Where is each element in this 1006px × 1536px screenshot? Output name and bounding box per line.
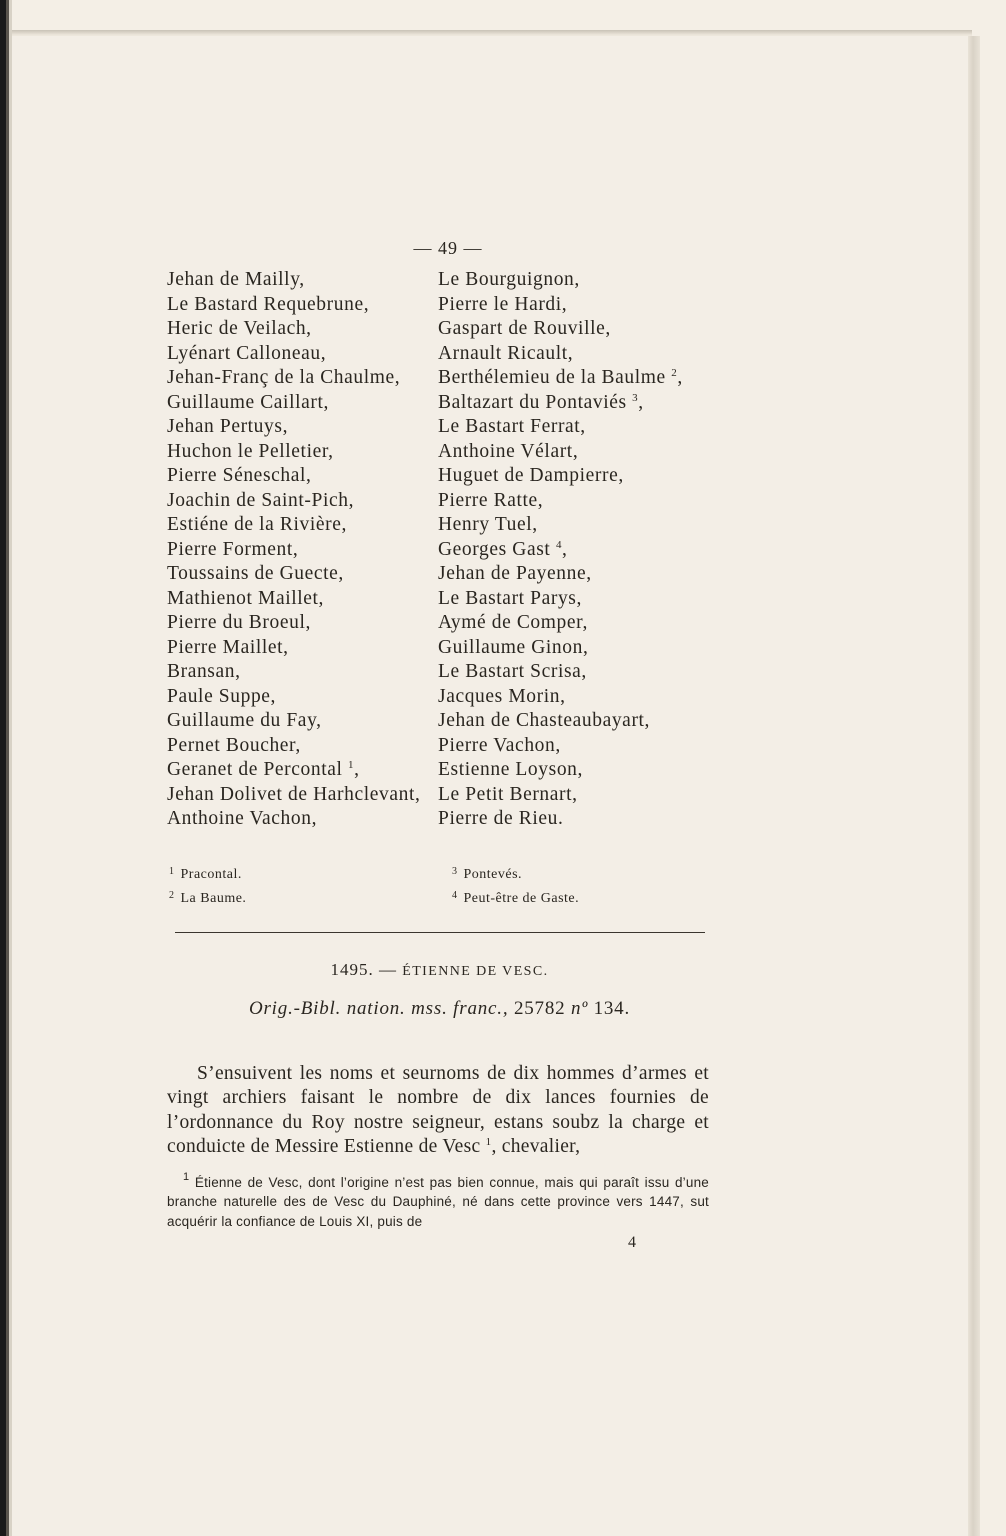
name-entry: Jehan Dolivet de Harhclevant, — [167, 783, 421, 805]
source-ref: 25782 — [513, 998, 566, 1019]
name-entry: Bransan, — [167, 661, 241, 682]
source-italic: Orig.-Bibl. nation. mss. franc., — [248, 998, 509, 1019]
name-entry: Guillaume Ginon, — [438, 636, 589, 658]
name-entry: Pierre Séneschal, — [167, 465, 312, 486]
name-entry: Le Bastart Ferrat, — [438, 416, 586, 437]
name-entry: Jehan de Payenne, — [438, 563, 592, 584]
name-entry: Huchon le Pelletier, — [167, 440, 334, 462]
note-number: 3 — [452, 866, 458, 877]
name-text: Berthélemieu de la Baulme — [438, 367, 666, 388]
name-entry: Heric de Veilach, — [167, 318, 312, 339]
note-number: 1 — [169, 866, 175, 877]
short-note — [169, 885, 246, 909]
name-entry: Le Bastard Requebrune, — [167, 293, 370, 315]
name-entry: Pierre Vachon, — [438, 734, 561, 756]
name-entry: Guillaume Caillart, — [167, 391, 329, 413]
source-number-sign: nº — [571, 998, 589, 1019]
name-entry: Paule Suppe, — [167, 685, 277, 707]
note-text: Pontevés. — [463, 867, 523, 882]
section-heading — [167, 960, 712, 980]
name-entry: Huguet de Dampierre, — [438, 465, 624, 486]
note-reference: 4 — [555, 538, 563, 551]
source-reference — [167, 998, 712, 1020]
name-entry: Pierre Ratte, — [438, 489, 544, 511]
document-page — [12, 36, 968, 1536]
name-entry: Aymé de Comper, — [438, 612, 588, 633]
name-entry: Jehan Pertuys, — [167, 416, 289, 437]
name-entry: Guillaume du Fay, — [167, 710, 322, 731]
note-text: Pracontal. — [180, 867, 242, 882]
name-entry: Joachin de Saint-Pich, — [167, 489, 355, 511]
note-reference: 1 — [485, 1136, 492, 1148]
name-entry: Berthélemieu de la Baulme $^2$, — [438, 367, 683, 388]
name-entry: Pernet Boucher, — [167, 734, 301, 756]
name-entry: Le Petit Bernart, — [438, 783, 578, 805]
signature-mark: 4 — [628, 1234, 636, 1251]
name-entry: Lyénart Calloneau, — [167, 342, 327, 364]
source-num: 134. — [593, 998, 631, 1019]
heading-dash: — — [379, 960, 398, 979]
name-entry: Jehan de Mailly, — [167, 269, 305, 290]
name-entry: Henry Tuel, — [438, 514, 538, 535]
name-entry: Mathienot Maillet, — [167, 587, 325, 609]
body-paragraph — [167, 1062, 709, 1160]
name-entry: Baltazart du Pontaviés $^3$, — [438, 391, 644, 413]
note-number: 2 — [169, 890, 175, 901]
short-notes-right — [452, 861, 579, 909]
name-entry: Gaspart de Rouville, — [438, 318, 611, 339]
name-entry: Le Bastart Parys, — [438, 587, 582, 609]
body-text: S’ensuivent les noms et seurnoms de dix hommes d’armes et vingt archiers faisant le nombre de dix lances fournies de l’ordonnance du Roy nostre seigneur, estans soubz la charge et conduicte de Messire Estienne de Vesc — [167, 1062, 709, 1157]
footnote-number: 1 — [183, 1170, 190, 1183]
name-entry: Anthoine Vachon, — [167, 808, 318, 829]
short-note — [169, 861, 246, 885]
heading-title: ÉTIENNE DE VESC. — [402, 964, 549, 979]
name-entry: Pierre le Hardi, — [438, 293, 568, 315]
body-tail: , chevalier, — [491, 1136, 581, 1157]
footnote-body: Étienne de Vesc, dont l’origine n’est pas bien connue, mais qui paraît issu d’une branche naturelle des de Vesc du Dauphiné, né dans cette province vers 1447, sut acquérir la confiance de Louis XI, puis de — [167, 1174, 709, 1229]
short-notes-left — [169, 861, 246, 909]
section-divider — [175, 932, 705, 933]
page-right-edge — [966, 36, 980, 1536]
name-entry: Geranet de Percontal $^1$, — [167, 759, 360, 780]
name-text: Geranet de Percontal — [167, 759, 343, 780]
short-note — [452, 861, 579, 885]
name-entry: Estienne Loyson, — [438, 759, 583, 780]
name-entry: Le Bourguignon, — [438, 269, 580, 290]
note-reference: 3 — [632, 391, 639, 404]
note-text: Peut-être de Gaste. — [463, 891, 580, 906]
page-number: — 49 — — [413, 238, 483, 258]
name-entry: Pierre de Rieu. — [438, 808, 564, 829]
footnote — [167, 1170, 709, 1232]
name-entry: Georges Gast $^4$, — [438, 538, 568, 560]
name-entry: Anthoine Vélart, — [438, 440, 579, 462]
name-entry: Le Bastart Scrisa, — [438, 661, 587, 682]
book-spine — [0, 0, 12, 1536]
note-text: La Baume. — [180, 891, 247, 906]
name-text: Georges Gast — [438, 538, 551, 560]
name-entry: Toussains de Guecte, — [167, 563, 344, 584]
name-entry: Jehan-Franç de la Chaulme, — [167, 367, 401, 388]
names-column-left — [167, 268, 420, 832]
name-entry: Estiéne de la Rivière, — [167, 514, 347, 535]
note-number: 4 — [452, 890, 458, 901]
name-text: Baltazart du Pontaviés — [438, 391, 627, 413]
note-reference: 1 — [348, 759, 355, 771]
name-entry: Jacques Morin, — [438, 685, 566, 707]
name-entry: Arnault Ricault, — [438, 342, 574, 364]
names-column-right — [438, 268, 683, 832]
note-reference: 2 — [671, 367, 678, 379]
name-entry: Pierre Maillet, — [167, 636, 289, 658]
name-entry: Pierre du Broeul, — [167, 612, 311, 633]
name-entry: Pierre Forment, — [167, 538, 299, 560]
name-entry: Jehan de Chasteaubayart, — [438, 710, 651, 731]
heading-year: 1495. — [330, 960, 374, 979]
short-note — [452, 885, 579, 909]
